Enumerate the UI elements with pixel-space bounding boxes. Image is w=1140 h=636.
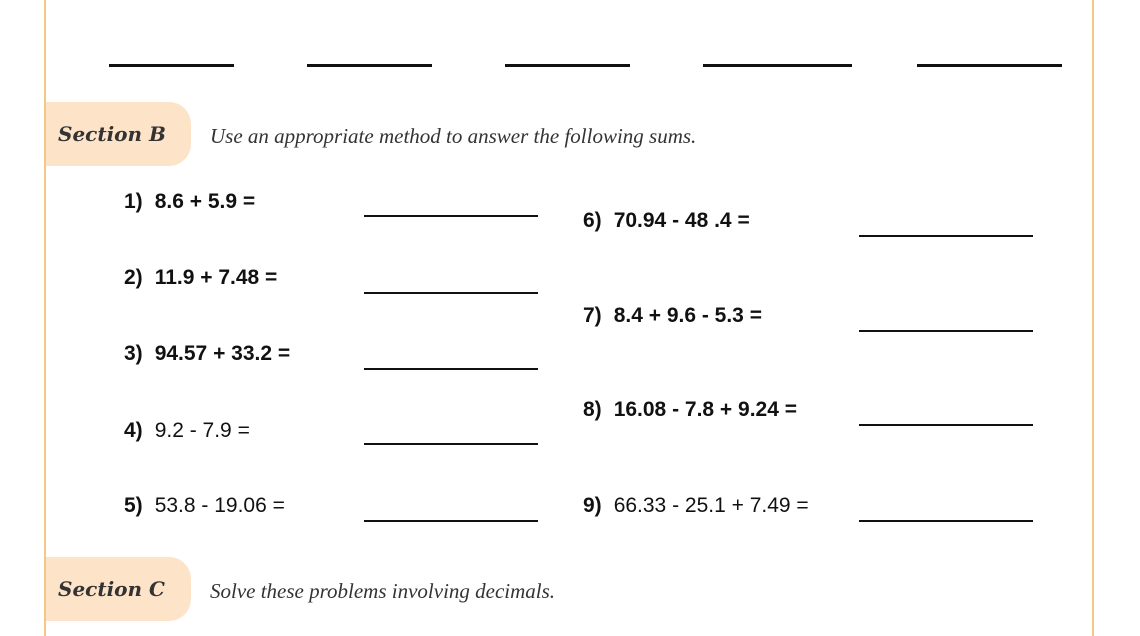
question-expression: 94.57 + 33.2 = xyxy=(154,342,291,365)
question-number: 2) xyxy=(124,266,143,289)
answer-line-2[interactable] xyxy=(364,292,538,294)
question-8 xyxy=(583,398,797,422)
answer-line-top-2 xyxy=(307,64,432,67)
question-expression: 11.9 + 7.48 = xyxy=(154,266,278,289)
question-expression: 9.2 - 7.9 = xyxy=(154,419,250,442)
question-expression: 8.6 + 5.9 = xyxy=(154,190,256,213)
answer-line-3[interactable] xyxy=(364,368,538,370)
question-7 xyxy=(583,304,762,328)
question-expression: 53.8 - 19.06 = xyxy=(154,494,285,517)
section-c-tab xyxy=(46,557,191,621)
question-5 xyxy=(124,494,285,518)
answer-line-top-4 xyxy=(703,64,852,67)
question-number: 3) xyxy=(124,342,143,365)
answer-line-top-1 xyxy=(109,64,234,67)
question-number: 6) xyxy=(583,209,602,232)
answer-line-7[interactable] xyxy=(859,330,1033,332)
question-number: 1) xyxy=(124,190,143,213)
question-expression: 70.94 - 48 .4 = xyxy=(613,209,750,232)
question-1 xyxy=(124,190,255,214)
answer-line-6[interactable] xyxy=(859,235,1033,237)
question-expression: 8.4 + 9.6 - 5.3 = xyxy=(613,304,762,327)
answer-line-5[interactable] xyxy=(364,520,538,522)
answer-line-8[interactable] xyxy=(859,424,1033,426)
section-b-instruction: Use an appropriate method to answer the following sums. xyxy=(210,124,697,148)
question-number: 8) xyxy=(583,398,602,421)
answer-line-top-3 xyxy=(505,64,630,67)
section-c-label: Section C xyxy=(58,577,165,601)
answer-line-top-5 xyxy=(917,64,1062,67)
question-number: 4) xyxy=(124,419,143,442)
section-b-tab xyxy=(46,102,191,166)
question-expression: 16.08 - 7.8 + 9.24 = xyxy=(613,398,797,421)
answer-line-4[interactable] xyxy=(364,443,538,445)
question-2 xyxy=(124,266,277,290)
question-6 xyxy=(583,209,750,233)
question-9 xyxy=(583,494,809,518)
question-3 xyxy=(124,342,290,366)
answer-line-9[interactable] xyxy=(859,520,1033,522)
question-expression: 66.33 - 25.1 + 7.49 = xyxy=(613,494,809,517)
question-number: 7) xyxy=(583,304,602,327)
question-number: 9) xyxy=(583,494,602,517)
answer-line-1[interactable] xyxy=(364,215,538,217)
worksheet-border xyxy=(44,0,1094,636)
question-number: 5) xyxy=(124,494,143,517)
section-c-instruction: Solve these problems involving decimals. xyxy=(210,579,556,603)
question-4 xyxy=(124,419,250,443)
section-b-label: Section B xyxy=(58,122,166,146)
